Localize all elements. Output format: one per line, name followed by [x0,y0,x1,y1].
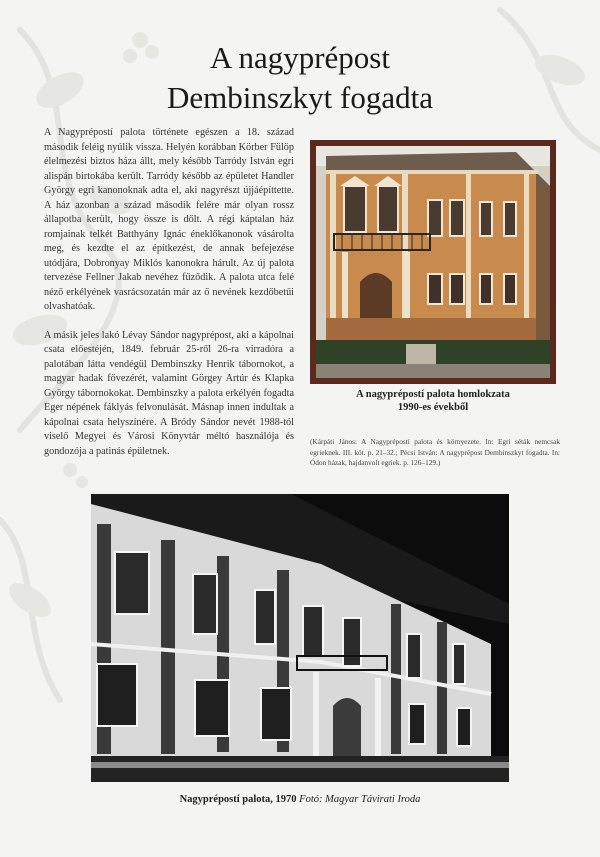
article-body [44,126,294,473]
palace-facade-photo-frame [310,140,556,384]
page-title [60,38,540,118]
palace-1970-photo-image [91,494,509,782]
title-line-2: Dembinszkyt fogadta [166,80,433,115]
palace-facade-1990s-photo [316,146,550,378]
paragraph-1: A Nagyprépostí palota története egészen a 18. század második feléig nyúlik vissza. Helyén korábban Körber Fülöp élelmezési biztos háza állt, mely később Tarródy István egri alispán birtokába került. Tarródy később az épületet Handler György egri kanonoknak adta el, aki nagyrészt újjáépíttette. A ház azonban a század második felére már olyan rossz állapotba került, hogy össze is dőlt. A régi káptalan ház romjainak telkét Batthyány Ignác éneklőkanonok vásárolta meg, és kezdte el az építkezést, de annak befejezése utódjára, Dobronyay Miklós kanonokra hárult. Az új palota tervezése Fellner Jakab nevéhez fűződik. A palota utca felé néző erkélyének vasrácsozatán már az ő nevének kezdőbetűi olvashatóak. [44,127,294,312]
title-line-1: A nagyprépost [210,40,390,75]
top-caption-line-2: 1990-es évekből [397,402,469,413]
palace-1970-photo [91,494,509,782]
top-caption-line-1: A nagyprépostí palota homlokzata [356,389,510,400]
top-photo-caption [310,388,556,414]
bottom-photo-caption [91,794,509,805]
bottom-caption-credit: Fotó: Magyar Távirati Iroda [299,794,421,805]
paragraph-2: A másik jeles lakó Lévay Sándor nagyprépost, aki a kápolnai csata előestéjén, 1849. február 25-ről 26-ra virradóra a palotában látta vendégül Dembinszky Henrik tábornokot, a magyar hadak fővezérét, valamint Görgey Artúr és Klapka György tábornokokat. Dembinszky a palota erkélyén fogadta Eger népének fáklyás felvonulását. Másnap innen indultak a kápolnai csata helyszínére. A Bródy Sándor nevét 1988-tól viselő Megyei és Városi Könyvtár méltó használója és gondozója a patinás épületnek. [44,329,294,457]
bottom-caption-title: Nagyprépostí palota, 1970 [179,794,297,805]
source-citation: (Kárpáti János: A Nagyprépostí palota és környezete. In: Egri séták nemcsak egrieknek. III. köt. p. 21–32.; Pécsi István: A nagyprépost Dembinszkyt fogadta. In: Ódon házak, hajdanvolt egriek. p. 126–129.) [310,437,560,467]
